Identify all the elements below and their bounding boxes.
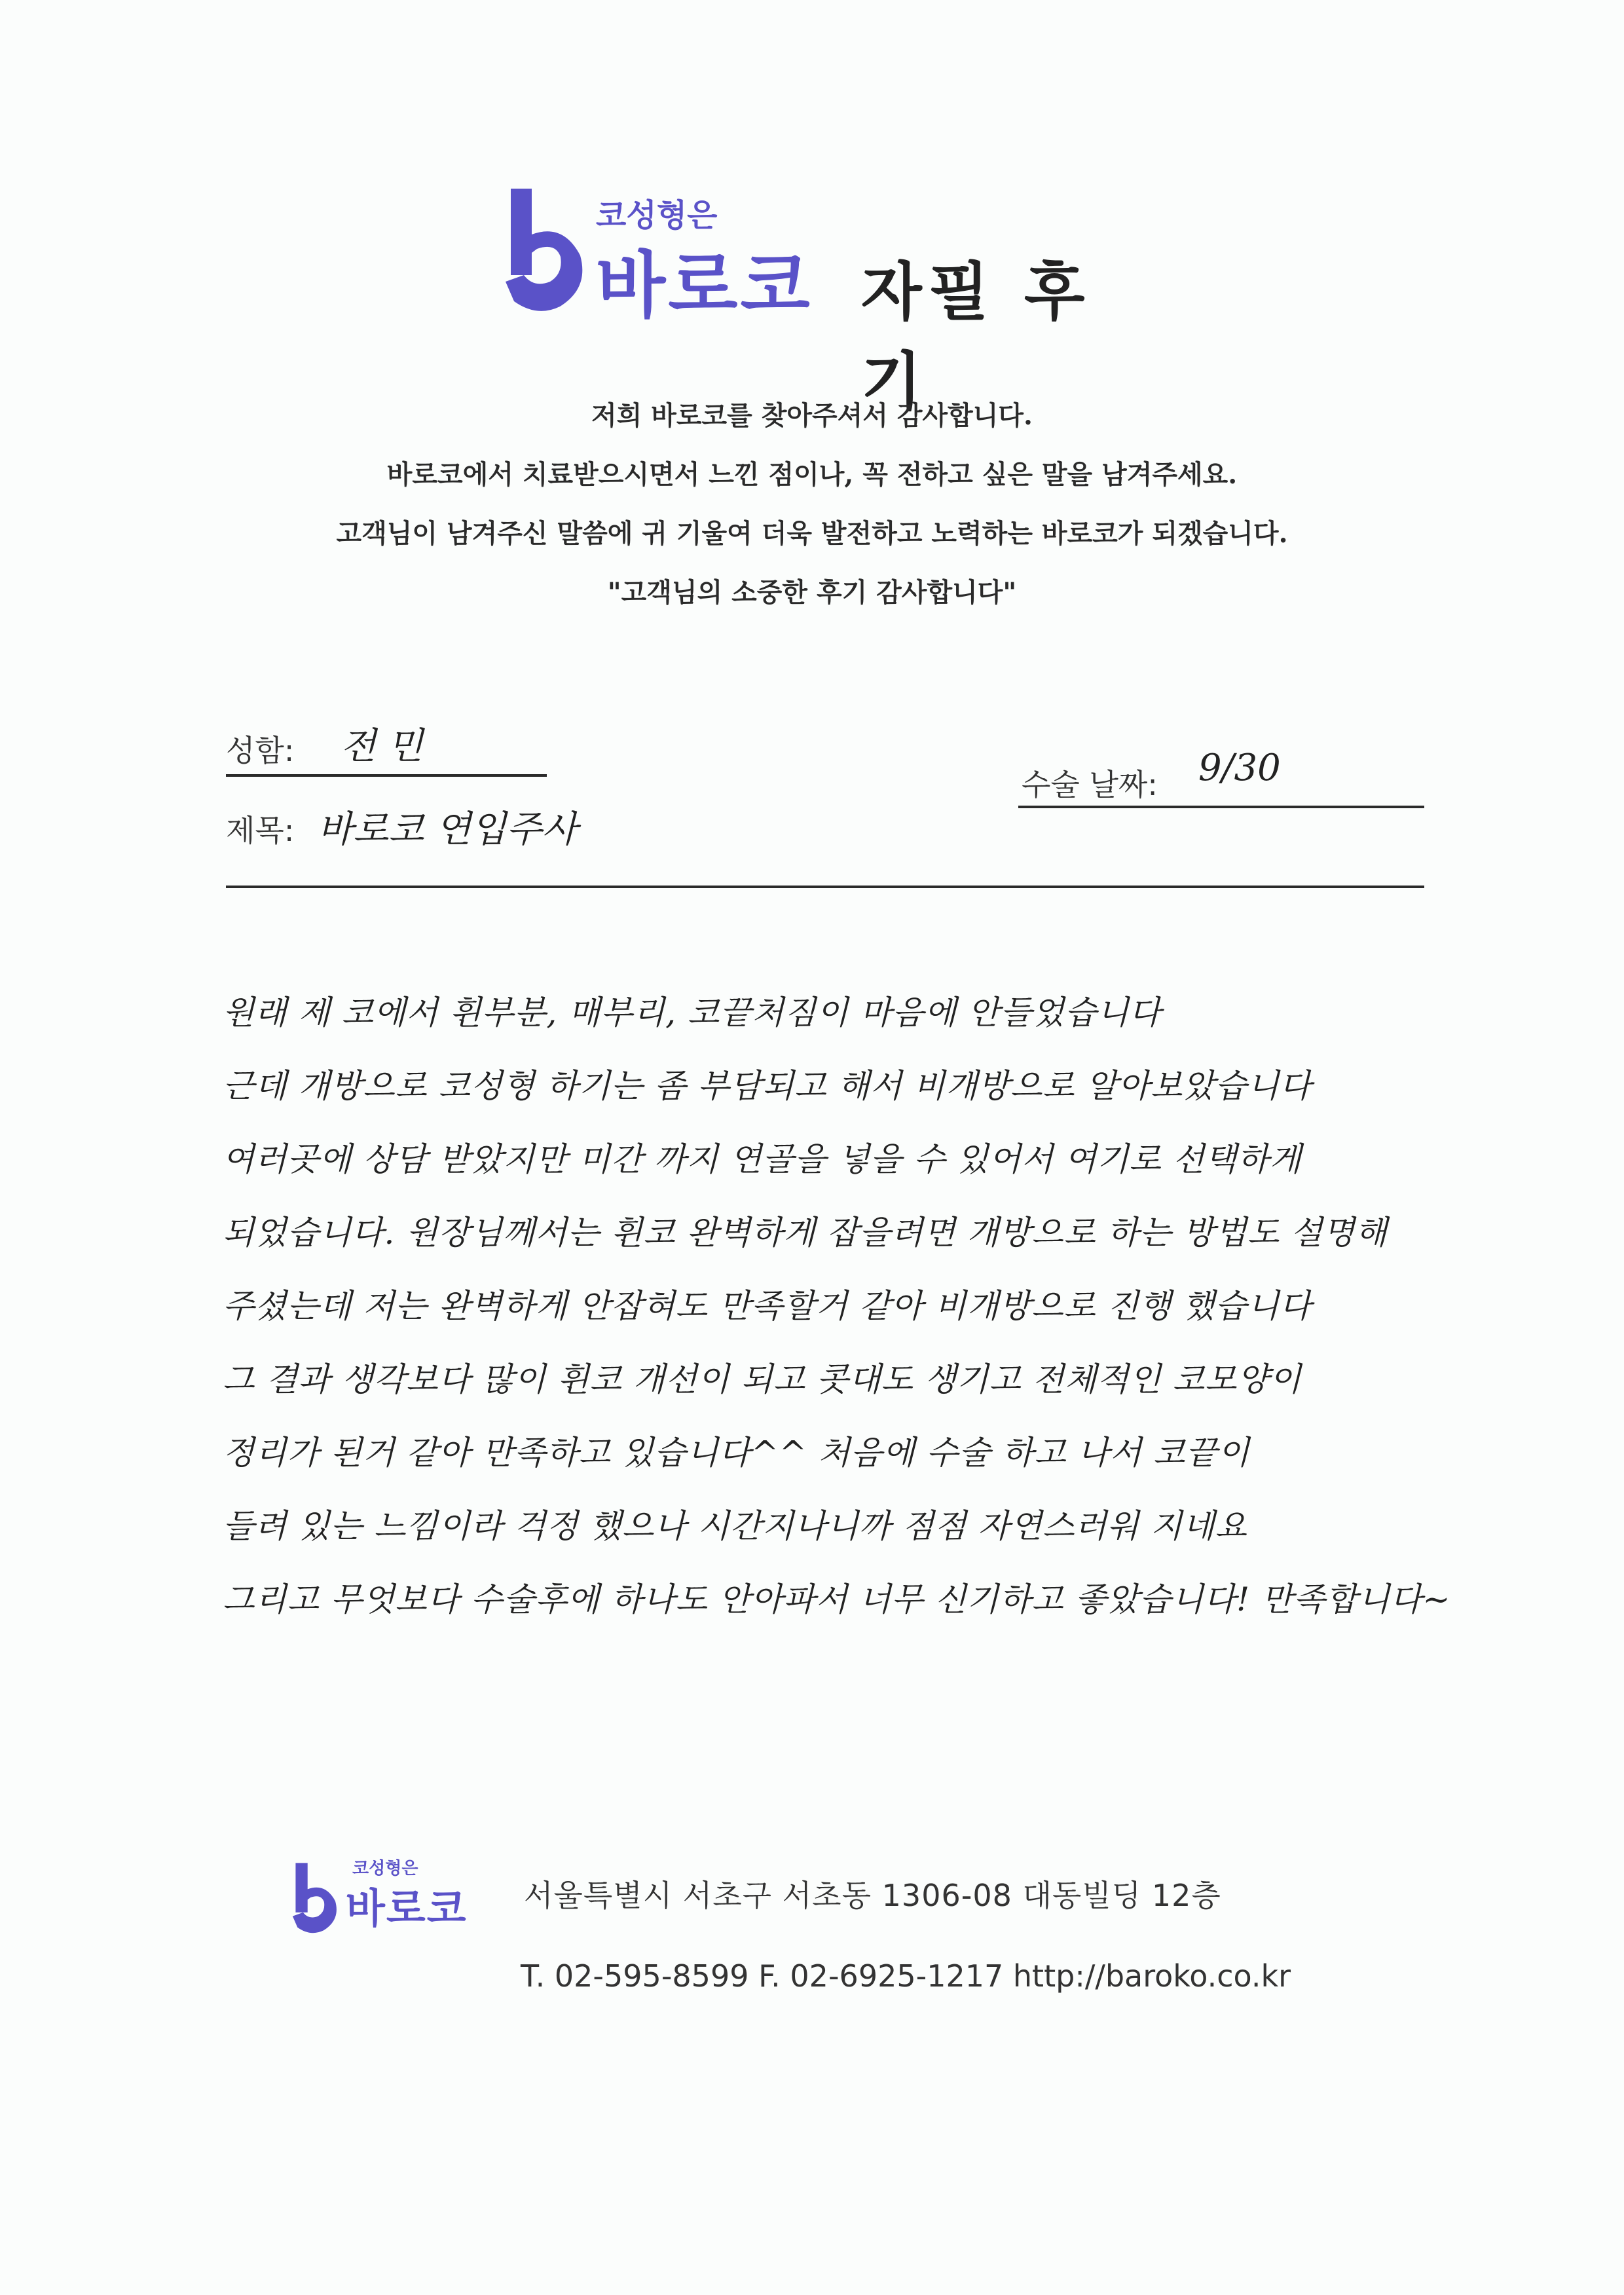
- review-line: 여러곳에 상담 받았지만 미간 까지 연골을 넣을 수 있어서 여기로 선택하게: [223, 1140, 1302, 1178]
- review-line: 되었습니다. 원장님께서는 휜코 완벽하게 잡을려면 개방으로 하는 방법도 설명해: [223, 1214, 1388, 1252]
- review-line: 들려 있는 느낌이라 걱정 했으나 시간지나니까 점점 자연스러워 지네요: [223, 1507, 1247, 1545]
- review-body: [223, 976, 1506, 1636]
- subject-underline: [226, 886, 1424, 888]
- name-underline: [226, 774, 547, 777]
- name-label: 성함:: [226, 733, 295, 768]
- review-line: 그리고 무엇보다 수술후에 하나도 안아파서 너무 신기하고 좋았습니다! 만족합니다~: [223, 1580, 1451, 1618]
- footer-logo-subtitle: 코성형은: [352, 1859, 418, 1878]
- page-title: 자필 후기: [861, 255, 1092, 419]
- baroko-logo-icon: [288, 1855, 341, 1940]
- intro-text: [196, 386, 1428, 622]
- footer-address: 서울특별시 서초구 서초동 1306-08 대동빌딩 12층: [524, 1878, 1221, 1913]
- subject-label: 제목:: [226, 813, 295, 848]
- date-underline: [1018, 806, 1424, 808]
- logo-subtitle: 코성형은: [596, 197, 718, 234]
- subject-value: 바로코 연입주사: [318, 808, 578, 851]
- review-line: 원래 제 코에서 휜부분, 매부리, 코끝처짐이 마음에 안들었습니다: [223, 994, 1162, 1032]
- surgery-date-value: 9/30: [1198, 747, 1281, 789]
- footer-logo-name: 바로코: [346, 1884, 468, 1932]
- footer-logo: [288, 1847, 498, 1945]
- intro-line: "고객님의 소중한 후기 감사합니다": [607, 577, 1017, 608]
- review-line: 근데 개방으로 코성형 하기는 좀 부담되고 해서 비개방으로 알아보았습니다: [223, 1067, 1312, 1105]
- intro-line: 고객님이 남겨주신 말씀에 귀 기울여 더욱 발전하고 노력하는 바로코가 되겠습니다.: [336, 518, 1288, 549]
- intro-line: 저희 바로코를 찾아주셔서 감사합니다.: [591, 400, 1033, 431]
- review-line: 정리가 된거 같아 만족하고 있습니다^^ 처음에 수술 하고 나서 코끝이: [223, 1434, 1250, 1472]
- baroko-logo-icon: [498, 183, 589, 314]
- name-value: 전 민: [341, 725, 423, 768]
- intro-line: 바로코에서 치료받으시면서 느낀 점이나, 꼭 전하고 싶은 말을 남겨주세요.: [386, 459, 1238, 490]
- surgery-date-label: 수술 날짜:: [1022, 767, 1158, 802]
- footer-contact: T. 02-595-8599 F. 02-6925-1217 http://baroko.co.kr: [521, 1958, 1291, 1994]
- review-line: 그 결과 생각보다 많이 휜코 개선이 되고 콧대도 생기고 전체적인 코모양이: [223, 1360, 1302, 1398]
- review-line: 주셨는데 저는 완벽하게 안잡혀도 만족할거 같아 비개방으로 진행 했습니다: [223, 1287, 1312, 1325]
- logo-name: 바로코: [596, 244, 813, 327]
